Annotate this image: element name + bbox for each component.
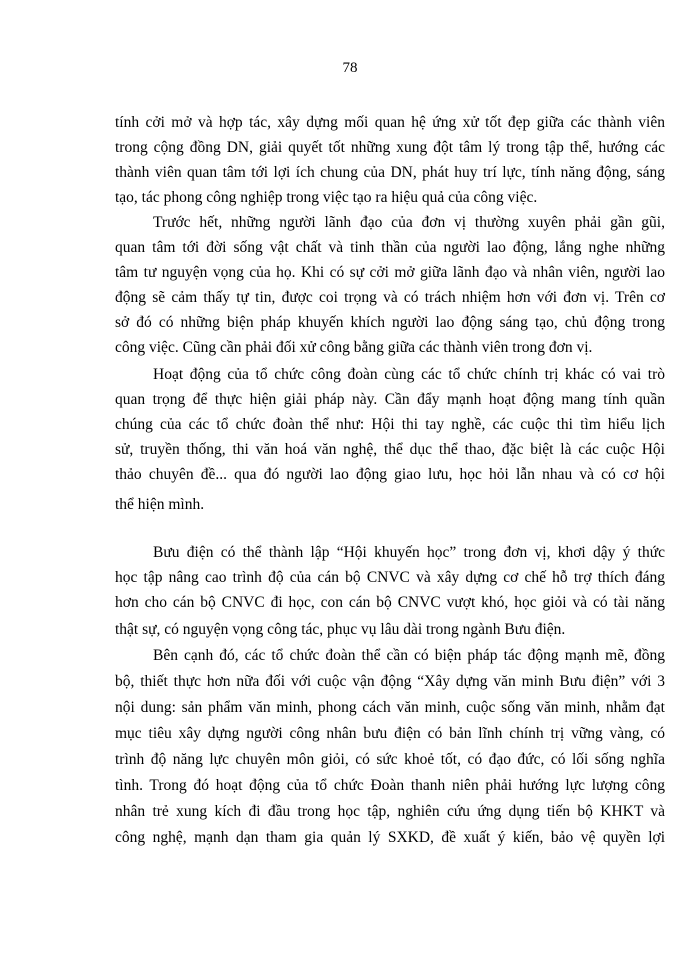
- text-line: hơn cho cán bộ CNVC đi học, con cán bộ CNVC vượt khó, học giỏi và có tài năng: [115, 594, 665, 611]
- text-line: công việc. Cũng cần phải đối xử công bằng giữa các thành viên trong đơn vị.: [115, 339, 593, 356]
- text-line: chúng của các tổ chức đoàn thể như: Hội thi tay nghề, các cuộc thi tìm hiểu lịch: [115, 416, 665, 433]
- text-line: tạo, tác phong công nghiệp trong việc tạo ra hiệu quả của công việc.: [115, 189, 538, 206]
- text-line: công nghệ, mạnh dạn tham gia quản lý SXKD, đề xuất ý kiến, bảo vệ quyền lợi: [115, 829, 665, 846]
- text-line: mục tiêu xây dựng người công nhân bưu điện có bản lĩnh chính trị vững vàng, có: [115, 725, 665, 742]
- text-line: quan trọng để thực hiện giải pháp này. Cần đẩy mạnh hoạt động mang tính quần: [115, 391, 665, 408]
- text-line: tình. Trong đó hoạt động của tổ chức Đoàn thanh niên phải hướng lực lượng công: [115, 777, 665, 794]
- text-line: nhân trẻ xung kích đi đầu trong học tập, nghiên cứu ứng dụng tiến bộ KHKT và: [115, 803, 665, 820]
- text-line: tính cởi mở và hợp tác, xây dựng mối quan hệ ứng xử tốt đẹp giữa các thành viên: [115, 114, 665, 131]
- text-line: học tập nâng cao trình độ của cán bộ CNVC và xây dựng cơ chế hỗ trợ thích đáng: [115, 569, 665, 586]
- text-line: Hoạt động của tổ chức công đoàn cùng các tổ chức chính trị khác có vai trò: [153, 366, 665, 383]
- text-line: thật sự, có nguyện vọng công tác, phục vụ lâu dài trong ngành Bưu điện.: [115, 621, 566, 638]
- text-line: thể hiện mình.: [115, 496, 205, 513]
- page-number: 78: [342, 60, 358, 76]
- text-line: thành viên quan tâm tới lợi ích chung của DN, phát huy trí lực, tính năng động, sáng: [115, 164, 665, 181]
- text-line: sử, truyền thống, thi văn hoá văn nghệ, thể dục thể thao, đặc biệt là các cuộc Hội: [115, 441, 665, 458]
- text-line: Trước hết, những người lãnh đạo của đơn vị thường xuyên phải gần gũi,: [153, 214, 665, 231]
- text-line: Bưu điện có thể thành lập “Hội khuyến học” trong đơn vị, khơi dậy ý thức: [153, 544, 665, 561]
- text-line: thảo chuyên đề... qua đó người lao động giao lưu, học hỏi lẫn nhau và có cơ hội: [115, 466, 665, 483]
- text-line: trình độ năng lực chuyên môn giỏi, có sức khoẻ tốt, có đạo đức, có lối sống nghĩa: [115, 751, 665, 768]
- text-line: tâm tư nguyện vọng của họ. Khi có sự cởi mở giữa lãnh đạo và nhân viên, người lao: [115, 264, 665, 281]
- text-line: sở đó có những biện pháp khuyến khích người lao động sáng tạo, chủ động trong: [115, 314, 665, 331]
- text-line: động sẽ cảm thấy tự tin, được coi trọng và có trách nhiệm hơn với đơn vị. Trên cơ: [115, 289, 665, 306]
- text-line: bộ, thiết thực hơn nữa đối với cuộc vận động “Xây dựng văn minh Bưu điện” với 3: [115, 673, 665, 690]
- text-line: quan tâm tới đời sống vật chất và tinh thần của người lao động, lắng nghe những: [115, 239, 665, 256]
- text-line: nội dung: sản phẩm văn minh, phong cách văn minh, cuộc sống văn minh, nhằm đạt: [115, 699, 665, 716]
- text-line: trong cộng đồng DN, giải quyết tốt những xung đột tâm lý trong tập thể, hướng các: [115, 139, 665, 156]
- text-line: Bên cạnh đó, các tổ chức đoàn thể cần có biện pháp tác động mạnh mẽ, đồng: [153, 647, 665, 664]
